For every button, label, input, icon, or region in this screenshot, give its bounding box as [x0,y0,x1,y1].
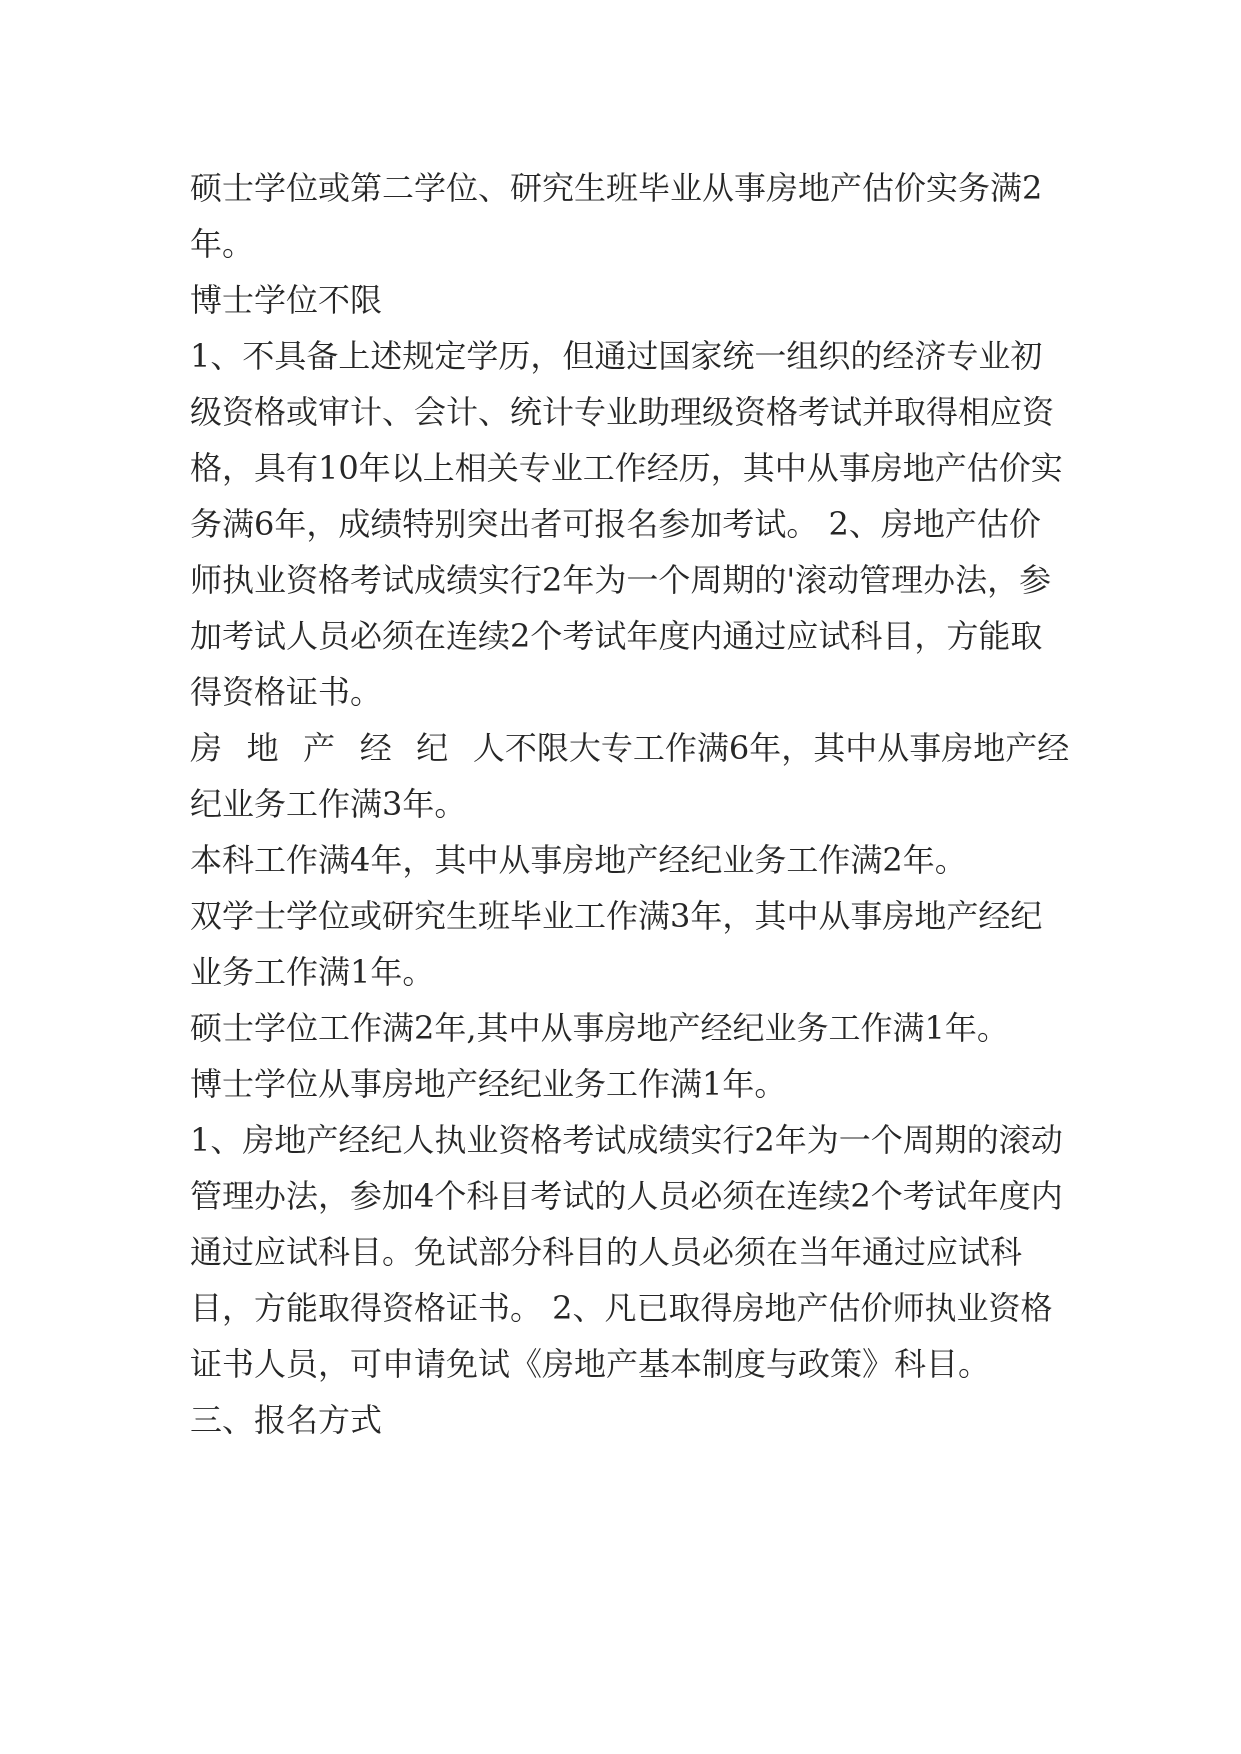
paragraph-broker-bachelor: 本科工作满4年，其中从事房地产经纪业务工作满2年。 [190,841,967,879]
paragraph-broker-masters: 硕士学位工作满2年,其中从事房地产经纪业务工作满1年。 [190,1009,1009,1047]
paragraph-broker-double-degree: 双学士学位或研究生班毕业工作满3年，其中从事房地产经纪业务工作满1年。 [190,897,1043,991]
paragraph-broker-notes: 1、房地产经纪人执业资格考试成绩实行2年为一个周期的滚动管理办法，参加4个科目考试的人员必须在连续2个考试年度内通过应试科目。免试部分科目的人员必须在当年通过应试科目，方能取得资格证书。 2、凡已取得房地产估价师执业资格证书人员，可申请免试《房地产基本制度与政策》科目。 [190,1121,1063,1383]
paragraph-broker-doctorate: 博士学位从事房地产经纪业务工作满1年。 [190,1065,787,1103]
paragraph-doctorate-appraiser: 博士学位不限 [190,281,383,319]
paragraph-broker-college: 房 地 产 经 纪 人不限大专工作满6年，其中从事房地产经纪业务工作满3年。 [190,729,1070,823]
paragraph-appraiser-notes: 1、不具备上述规定学历，但通过国家统一组织的经济专业初级资格或审计、会计、统计专业助理级资格考试并取得相应资格，具有10年以上相关专业工作经历，其中从事房地产估价实务满6年，成绩特别突出者可报名参加考试。 2、房地产估价师执业资格考试成绩实行2年为一个周期的'滚动管理办法，参加考试人员必须在连续2个考试年度内通过应试科目，方能取得资格证书。 [190,337,1063,711]
paragraph-masters-appraiser: 硕士学位或第二学位、研究生班毕业从事房地产估价实务满2年。 [190,169,1043,263]
document-body [190,160,1070,1448]
section-heading-registration: 三、报名方式 [190,1401,383,1439]
